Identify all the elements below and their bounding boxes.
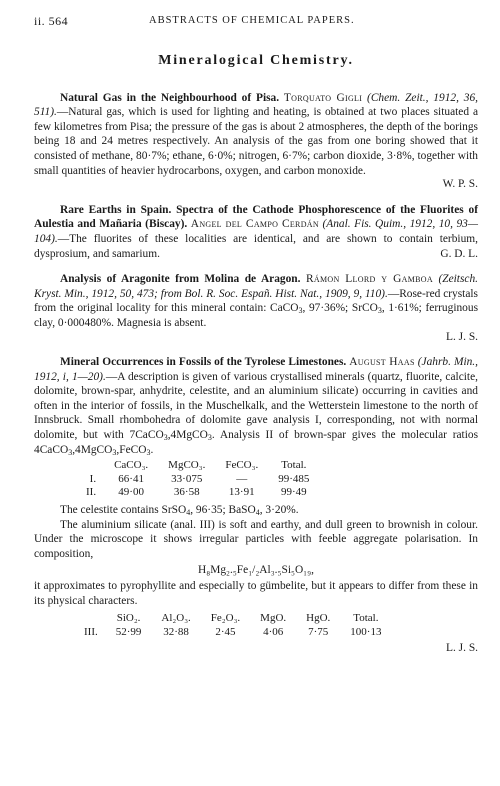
subscript: 3 xyxy=(68,447,73,457)
table-header-cell: HgO. xyxy=(306,612,331,625)
table-header-row xyxy=(74,612,391,626)
abstract-authors: Angel del Campo Cerdán xyxy=(190,218,319,231)
table-header-cell: Total. xyxy=(353,612,379,625)
page-number: ii. 564 xyxy=(34,14,69,28)
abstract-citation: (Anal. Fis. Quim., 1912, 10, 93—104). xyxy=(34,218,478,245)
celestite-line xyxy=(34,503,478,518)
abstract-paragraph xyxy=(34,203,478,261)
abstract-authors: August Haas xyxy=(349,356,415,369)
table-cell: 33·075 xyxy=(171,472,203,485)
abstract-body: , 3·20%. xyxy=(259,504,299,517)
abstract-citation: (Chem. Zeit., 1912, 36, 511). xyxy=(34,91,478,119)
table-cell: I. xyxy=(89,472,97,485)
table-cell: 66·41 xyxy=(118,472,144,485)
abstract-body: . xyxy=(150,443,154,456)
table-header-cell: CaCO₃. xyxy=(114,459,149,472)
abstract-paragraph xyxy=(34,91,478,179)
table-header-cell: Al₂O₃. xyxy=(161,612,191,625)
abstract-body: ,FeCO xyxy=(116,443,147,456)
abstract-body: , 96·35; BaSO xyxy=(190,504,256,517)
subscript: 4 xyxy=(186,508,191,518)
table-cell: 99·485 xyxy=(278,472,310,485)
table-header-cell: MgO. xyxy=(260,612,287,625)
table-cell: 7·75 xyxy=(308,625,329,638)
abstract-body: —A description is given of various crystallised minerals (quartz, fluorite, calcite, dolomite, brown-spar, anhydrite, celestite, and an aluminium silicate) occurring in cavities and often in the interior of fossils, in the Muschelkalk, and the Wetterstein limestone to the north of Innsbruck. Small rhombohedra of dolomite gave analysis I, corresponding, not with normal dolomite, but with 7CaCO xyxy=(34,370,478,442)
table-header-cell xyxy=(76,459,104,473)
table-row xyxy=(76,473,319,487)
table-cell: 99·49 xyxy=(280,486,307,499)
abstract-body: —Natural gas, which is used for lighting and heating, is obtained at two places situated a few kilometres from Pisa; the pressure of the gas is about 2 atmospheres, the depth of the borings being 18 and 24 metres respectively. An analysis of the gas from one boring showed that it consisted of methane, 80·7%; ethane, 6·0%; nitrogen, 6·7%; carbon dioxide, 3·8%, together with small quantities of heavier hydrocarbons, oxygen, and carbon monoxide. xyxy=(34,106,478,177)
analysis-table-1 xyxy=(76,459,319,500)
analysis-table-2 xyxy=(74,612,391,639)
abstract-paragraph xyxy=(34,272,478,330)
table-cell: 36·58 xyxy=(173,486,200,499)
table-header-cell: Fe₂O₃. xyxy=(210,612,241,625)
table-header-cell xyxy=(74,612,106,626)
abstract-aragonite xyxy=(34,272,478,344)
table-cell: III. xyxy=(84,625,98,638)
subscript: 3 xyxy=(377,306,382,316)
abstract-rare-earths xyxy=(34,203,478,261)
subscript: 3 xyxy=(112,447,117,457)
abstract-title: Rare Earths in Spain. Spectra of the Cathode Phosphorescence of the Fluorites of Aulestia and Mañaria (Biscay). xyxy=(34,203,478,231)
table-row xyxy=(76,486,319,500)
table-cell: — xyxy=(236,472,248,485)
subscript: 3 xyxy=(146,447,151,457)
abstract-paragraph: it approximates to pyrophyllite and especially to gümbelite, but it appears to differ from these in its physical characters. xyxy=(34,580,478,607)
abstract-tyrolese-limestones xyxy=(34,355,478,656)
table-row xyxy=(74,626,391,640)
abstract-title: Natural Gas in the Neighbourhood of Pisa. xyxy=(60,91,280,104)
abstract-authors: Rámon Llord y Gamboa xyxy=(305,273,433,286)
table-cell: 13·91 xyxy=(228,486,255,499)
abstract-body: , 1·61%; ferruginous clay, 0·000480%. Magnesia is absent. xyxy=(34,302,479,329)
table-cell: 52·99 xyxy=(115,625,142,638)
abstract-body: . Analysis II of brown-spar gives the molecular ratios 4CaCO xyxy=(34,429,479,456)
abstract-body: The celestite contains SrSO xyxy=(60,504,187,517)
abstract-body: , 97·36%; SrCO xyxy=(302,302,378,315)
abstract-signature: L. J. S. xyxy=(446,330,478,343)
abstract-body: ,4MgCO xyxy=(72,443,113,456)
abstract-body: ,4MgCO xyxy=(167,429,208,442)
table-header-cell: FeCO₃. xyxy=(225,459,259,472)
table-cell: 2·45 xyxy=(215,625,236,638)
table-header-row xyxy=(76,459,319,473)
subscript: 3 xyxy=(207,433,212,443)
subscript: 3 xyxy=(163,433,168,443)
journal-title: ABSTRACTS OF CHEMICAL PAPERS. xyxy=(149,15,355,26)
table-header-cell: Total. xyxy=(281,459,307,472)
abstract-paragraph: The aluminium silicate (anal. III) is soft and earthy, and dull green to brownish in colour. Under the microscope it shows irregular particles with feeble aggregate polarisation. In composition, xyxy=(34,518,478,560)
table-cell: 4·06 xyxy=(263,625,284,638)
abstract-citation: (Zeitsch. Kryst. Min., 1912, 50, 473; from Bol. R. Soc. Españ. Hist. Nat., 1909, 9, 110). xyxy=(34,273,478,300)
table-cell: 100·13 xyxy=(350,625,382,638)
abstract-authors: Torquato Gigli xyxy=(283,91,363,104)
abstract-body: —Rose-red crystals from the original locality for this mineral contain: CaCO xyxy=(34,287,478,315)
section-title: Mineralogical Chemistry. xyxy=(158,53,354,68)
abstract-signature: G. D. L. xyxy=(440,247,478,260)
chemical-formula: H₈Mg₂.₅Fe₁/₂Al₃.₅Si₅O₁₉, xyxy=(198,564,314,577)
subscript: 3 xyxy=(298,306,303,316)
abstract-signature: L. J. S. xyxy=(446,642,478,655)
abstract-title: Analysis of Aragonite from Molina de Aragon. xyxy=(60,273,301,286)
abstract-body: —The fluorites of these localities are identical, and are shown to contain terbium, dysprosium, and samarium. xyxy=(34,232,478,260)
subscript: 4 xyxy=(255,508,260,518)
page xyxy=(34,14,478,667)
table-header-cell: MgCO₃. xyxy=(168,459,206,472)
table-cell: 32·88 xyxy=(163,625,189,638)
table-cell: 49·00 xyxy=(118,486,144,499)
table-cell: II. xyxy=(86,486,97,499)
abstract-natural-gas xyxy=(34,91,478,192)
abstract-title: Mineral Occurrences in Fossils of the Tyrolese Limestones. xyxy=(60,356,347,369)
abstract-paragraph xyxy=(34,355,478,457)
running-head xyxy=(34,14,478,34)
table-header-cell: SiO₂. xyxy=(116,612,141,625)
abstract-citation: (Jahrb. Min., 1912, i, 1—20). xyxy=(34,356,478,383)
abstract-signature: W. P. S. xyxy=(442,178,478,191)
